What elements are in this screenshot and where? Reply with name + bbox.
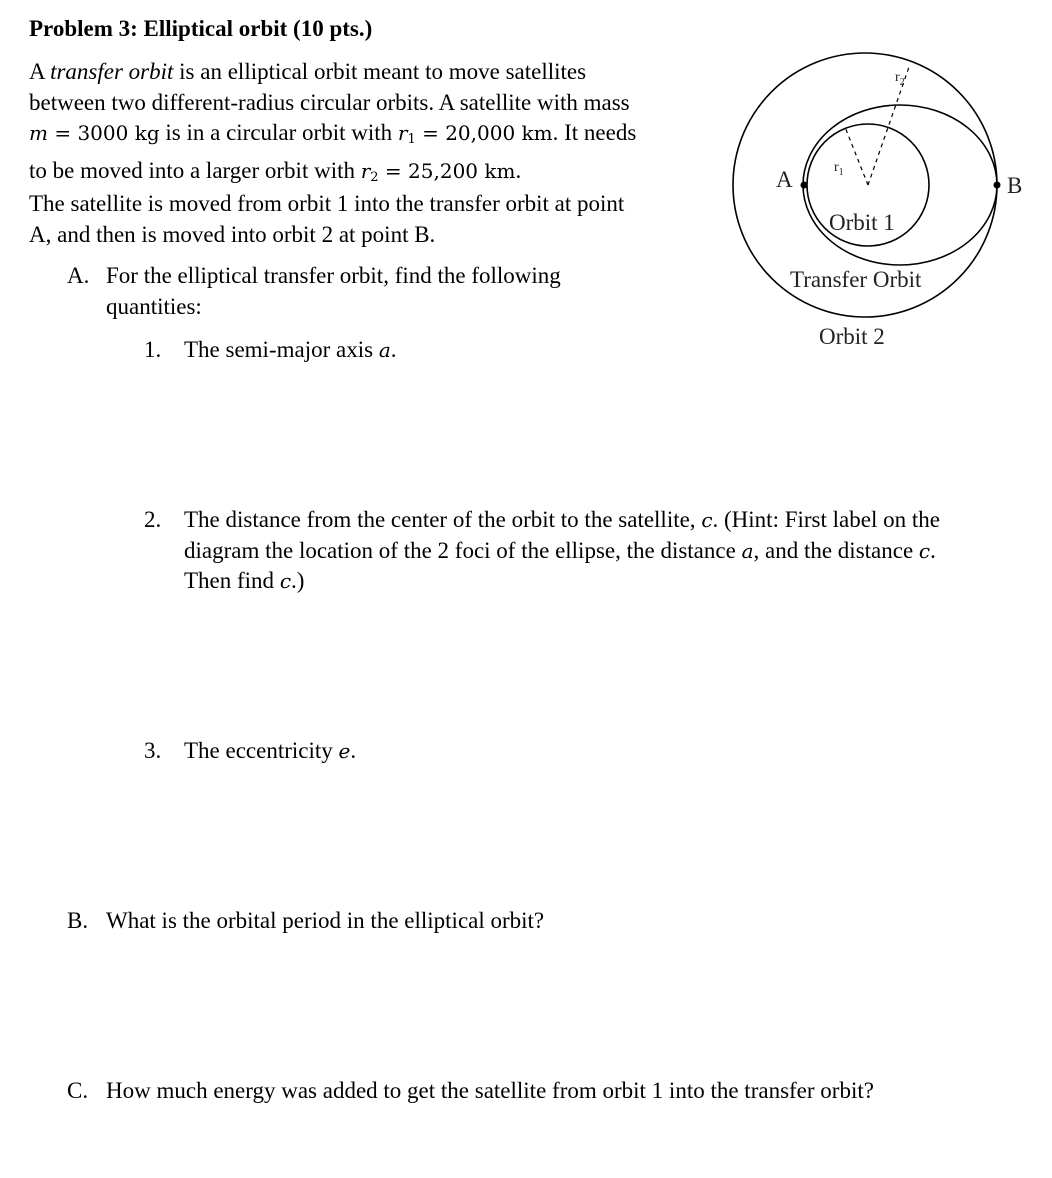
part-a-line-1: For the elliptical transfer orbit, find the following — [106, 263, 561, 288]
problem-title: Problem 3: Elliptical orbit (10 pts.) — [29, 16, 373, 41]
subquestion-2-line-2 — [184, 536, 1044, 567]
intro-line-1 — [29, 57, 719, 88]
r1-label-subscript: 1 — [838, 167, 844, 178]
movement-line-2: A, and then is moved into orbit 2 at point B. — [29, 221, 436, 247]
r2-symbol: r — [360, 158, 371, 183]
a-variable: a — [741, 538, 754, 563]
part-c-marker: C. — [67, 1078, 89, 1103]
transfer-orbit-term: transfer orbit — [50, 59, 174, 84]
r1-label — [834, 160, 844, 178]
r1-value: = 20,000 km — [415, 121, 553, 145]
r2-label-symbol: r — [895, 70, 900, 85]
c-variable: c — [279, 569, 292, 593]
part-a-text — [106, 261, 646, 322]
subquestion-2-text-part: The distance from the center of the orbit to the satellite, — [184, 507, 702, 532]
subquestion-1-text — [184, 335, 397, 366]
subquestion-2-marker: 2. — [144, 507, 162, 532]
point-b-label: B — [1007, 173, 1023, 198]
point-b-dot — [994, 182, 1001, 189]
semi-major-axis-variable: a — [378, 338, 391, 362]
subquestion-1-prompt: The semi-major axis — [184, 337, 379, 362]
c-variable: c — [918, 538, 931, 563]
subquestion-2-text-part: , and the distance — [753, 537, 919, 563]
r1-symbol: r — [397, 121, 408, 145]
r1-label-symbol: r — [834, 160, 839, 175]
part-a-marker: A. — [67, 263, 90, 288]
subquestion-3-prompt: The eccentricity — [184, 738, 339, 763]
subquestion-2-text-part: . — [930, 537, 936, 563]
subquestion-3-end: . — [350, 738, 357, 763]
part-a-line-2: quantities: — [106, 293, 202, 319]
r2-value: = 25,200 km — [378, 158, 516, 183]
subquestion-2-text-part: diagram the location of the 2 foci of the ellipse, the distance — [184, 537, 742, 563]
intro-line-4 — [29, 156, 719, 194]
subquestion-2-line-3 — [184, 566, 1044, 597]
intro-paragraph — [29, 57, 719, 193]
intro-text: . — [515, 157, 522, 183]
c-variable: c — [701, 508, 713, 532]
part-b-marker: B. — [67, 908, 89, 933]
r1-subscript: 1 — [407, 132, 416, 147]
subquestion-3-text — [184, 736, 356, 767]
intro-text: is in a circular orbit with — [159, 120, 398, 145]
intro-text: is an elliptical orbit meant to move satellites — [173, 59, 587, 84]
subquestion-1-end: . — [390, 337, 397, 362]
intro-line-2: between two different-radius circular orbits. A satellite with mass — [29, 89, 630, 115]
subquestion-2-text-part: . (Hint: First label on the — [712, 507, 940, 532]
subquestion-1-marker: 1. — [144, 337, 162, 362]
movement-line-1: The satellite is moved from orbit 1 into the transfer orbit at point — [29, 191, 625, 216]
subquestion-2-line-1 — [184, 505, 1044, 536]
r2-label-subscript: 2 — [899, 77, 905, 88]
orbit-2-label: Orbit 2 — [819, 324, 885, 349]
orbit-diagram — [720, 40, 1040, 360]
subquestion-2-text — [184, 505, 1044, 597]
transfer-orbit-label: Transfer Orbit — [790, 267, 922, 292]
eccentricity-variable: e — [338, 739, 351, 763]
orbit-1-label: Orbit 1 — [829, 210, 895, 235]
subquestion-3-marker: 3. — [144, 738, 162, 763]
mass-value: = 3000 kg — [47, 121, 160, 145]
movement-paragraph — [29, 189, 719, 250]
point-a-label: A — [776, 167, 793, 192]
part-c-text: How much energy was added to get the satellite from orbit 1 into the transfer orbit? — [106, 1078, 874, 1103]
point-a-dot — [801, 182, 808, 189]
mass-variable: m — [29, 121, 48, 145]
r1-variable — [398, 121, 416, 145]
intro-text: . It needs — [552, 120, 637, 145]
subquestion-2-text-part: .) — [291, 568, 305, 593]
r2-variable — [361, 159, 379, 183]
part-b-text: What is the orbital period in the elliptical orbit? — [106, 908, 545, 933]
r1-dashed-line — [845, 127, 868, 185]
transfer-orbit-ellipse — [803, 105, 997, 265]
r2-subscript: 2 — [370, 169, 379, 185]
r2-label — [895, 70, 905, 88]
subquestion-2-text-part: Then find — [184, 568, 280, 593]
intro-text: A — [29, 59, 51, 84]
intro-line-3 — [29, 118, 719, 156]
intro-text: to be moved into a larger orbit with — [29, 157, 361, 183]
